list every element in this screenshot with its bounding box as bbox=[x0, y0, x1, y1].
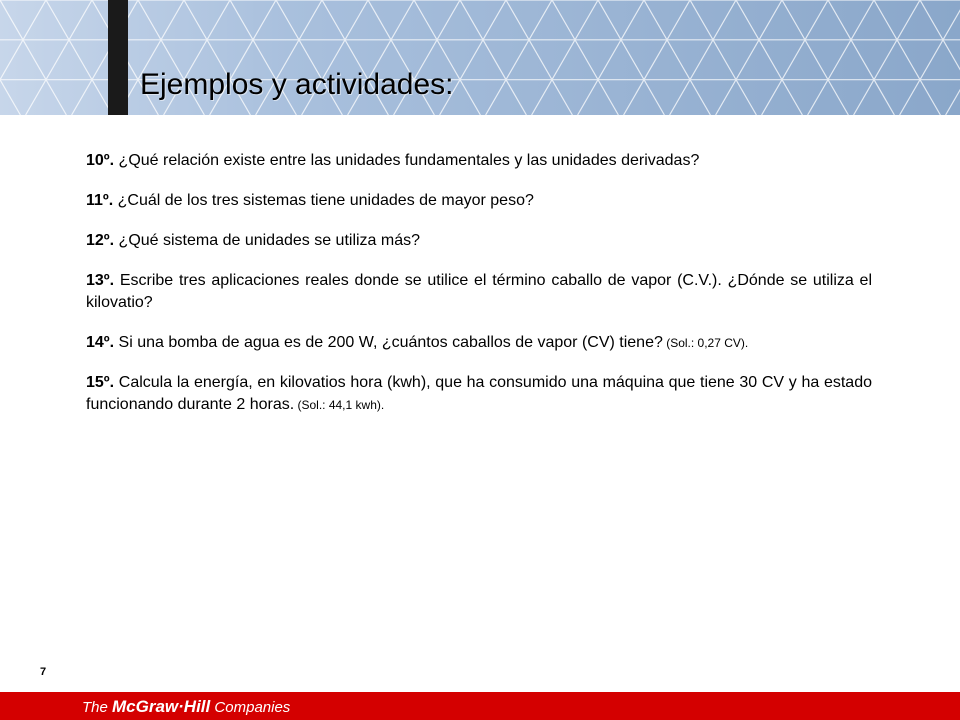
question-12 bbox=[86, 230, 872, 252]
questions-list bbox=[86, 150, 872, 434]
solution-text: (Sol.: 0,27 CV). bbox=[662, 336, 749, 350]
question-number: 11º. bbox=[86, 192, 114, 209]
question-number: 13º. bbox=[86, 272, 115, 289]
question-15 bbox=[86, 372, 872, 416]
page-number: 7 bbox=[40, 666, 47, 678]
question-text: ¿Qué sistema de unidades se utiliza más? bbox=[114, 232, 421, 249]
question-number: 14º. bbox=[86, 334, 115, 351]
solution-text: (Sol.: 44,1 kwh). bbox=[294, 398, 385, 412]
logo-suffix: Companies bbox=[210, 699, 291, 716]
question-text: Escribe tres aplicaciones reales donde se utilice el término caballo de vapor (C.V.). ¿Dónde se utiliza el kilovatio? bbox=[86, 272, 872, 311]
question-text: ¿Qué relación existe entre las unidades fundamentales y las unidades derivadas? bbox=[114, 152, 700, 169]
question-text: Calcula la energía, en kilovatios hora (kwh), que ha consumido una máquina que tiene 30 CV y ha estado funcionando durante 2 horas. bbox=[86, 374, 872, 413]
question-14 bbox=[86, 332, 872, 354]
question-10 bbox=[86, 150, 872, 172]
slide-title: Ejemplos y actividades: bbox=[140, 68, 454, 101]
question-number: 12º. bbox=[86, 232, 115, 249]
publisher-logo bbox=[82, 697, 290, 717]
logo-name: McGraw·Hill bbox=[112, 697, 211, 716]
question-11 bbox=[86, 190, 872, 212]
question-13 bbox=[86, 270, 872, 314]
header-banner bbox=[0, 0, 960, 115]
footer-bar bbox=[0, 692, 960, 720]
question-text: ¿Cuál de los tres sistemas tiene unidades de mayor peso? bbox=[113, 192, 534, 209]
question-text: Si una bomba de agua es de 200 W, ¿cuántos caballos de vapor (CV) tiene? bbox=[114, 334, 663, 351]
question-number: 15º. bbox=[86, 374, 115, 391]
question-number: 10º. bbox=[86, 152, 115, 169]
logo-prefix: The bbox=[82, 699, 113, 716]
